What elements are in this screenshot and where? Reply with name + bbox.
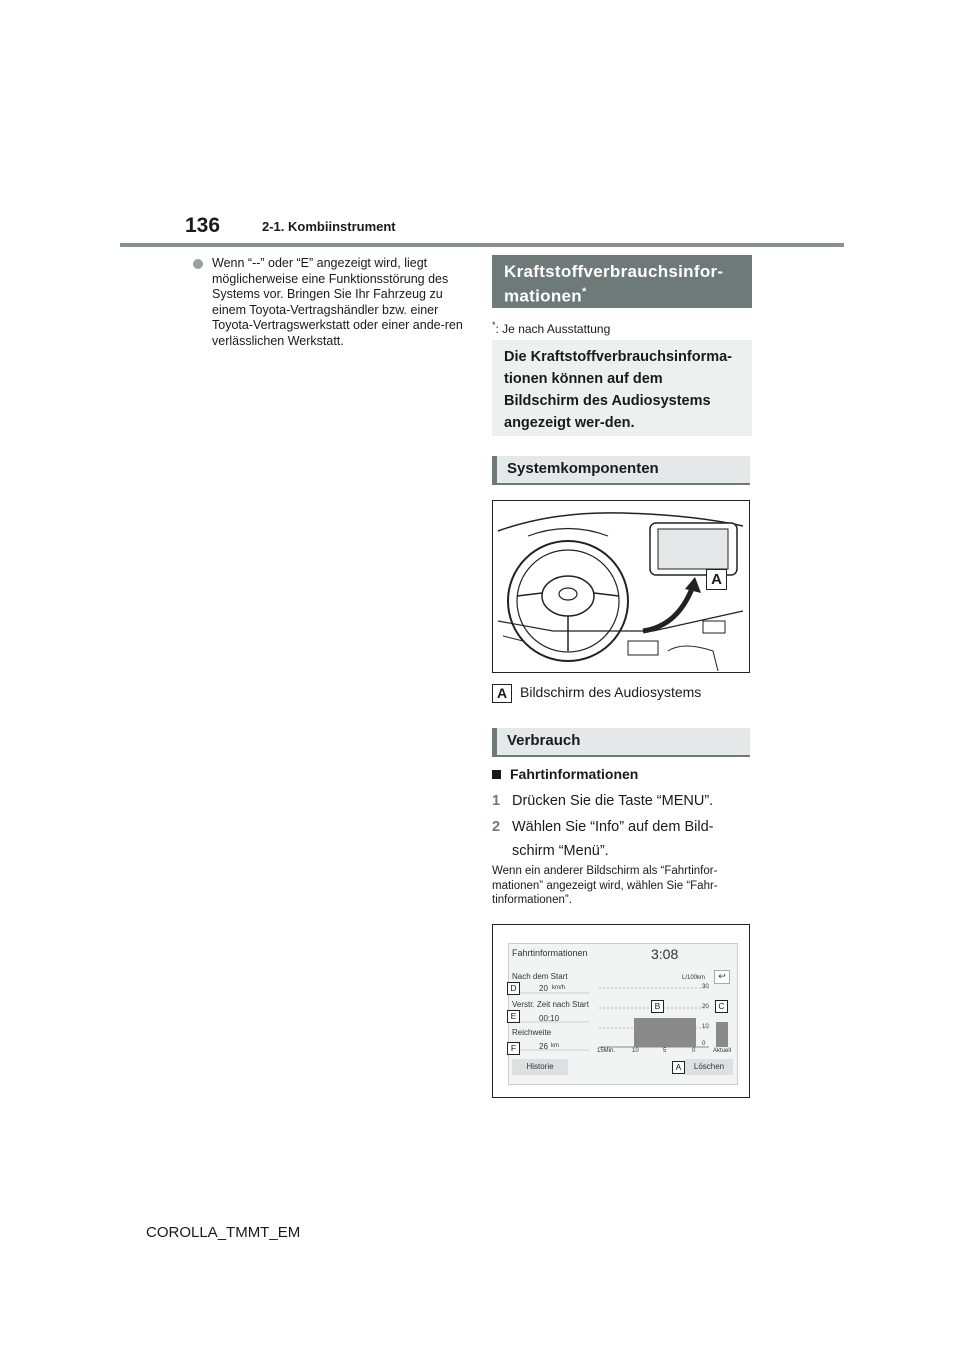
label-d: D xyxy=(507,982,520,995)
y-tick: 10 xyxy=(702,1024,709,1030)
row3-value: 26 xyxy=(539,1042,548,1051)
label-e: E xyxy=(507,1010,520,1023)
footnote-text: : Je nach Ausstattung xyxy=(495,322,611,336)
row2-label: Verstr. Zeit nach Start xyxy=(512,1000,589,1009)
delete-button[interactable]: Löschen xyxy=(685,1059,733,1075)
page-number: 136 xyxy=(185,214,221,237)
footer-code: COROLLA_TMMT_EM xyxy=(146,1224,301,1241)
intro-box: Die Kraftstoffverbrauchsinforma-tionen können auf dem Bildschirm des Audiosystems angezeigt wer-den. xyxy=(492,340,752,436)
history-button[interactable]: Historie xyxy=(512,1059,568,1075)
row1-label: Nach dem Start xyxy=(512,972,568,981)
caption-label: A xyxy=(492,684,512,703)
caption-text: Bildschirm des Audiosystems xyxy=(520,684,702,701)
row3-label: Reichweite xyxy=(512,1028,552,1037)
x-tick: Aktuell xyxy=(713,1048,732,1054)
step-text: Drücken Sie die Taste “MENU”. xyxy=(512,793,714,809)
step-2 xyxy=(492,815,732,863)
header-rule xyxy=(120,243,844,247)
dashboard-figure xyxy=(492,500,750,673)
main-heading-mark: * xyxy=(581,286,587,298)
callout-a: A xyxy=(706,569,727,590)
bullet-icon xyxy=(193,259,203,269)
y-tick: 20 xyxy=(702,1004,709,1010)
figure-caption xyxy=(492,684,701,703)
row2-value: 00:10 xyxy=(539,1014,560,1023)
y-tick: 0 xyxy=(702,1041,706,1047)
warning-note xyxy=(212,256,474,349)
section-title: 2-1. Kombiinstrument xyxy=(262,219,396,234)
label-b: B xyxy=(651,1000,664,1013)
y-tick: 30 xyxy=(702,984,709,990)
warning-note-text: Wenn “--” oder “E” angezeigt wird, liegt möglicherweise eine Funktionsstörung des Systems vor. Bringen Sie Ihr Fahrzeug zu einem Toyota-Vertragshändler bzw. einer Toyota-Vertragswerkstatt oder einer ande-ren verlässlichen Werkstatt. xyxy=(212,256,463,348)
screen-time: 3:08 xyxy=(651,946,679,962)
heading-consumption: Verbrauch xyxy=(492,728,750,757)
label-f: F xyxy=(507,1042,520,1055)
footnote xyxy=(492,320,610,336)
screen-title: Fahrtinformationen xyxy=(512,948,588,958)
label-c: C xyxy=(715,1000,728,1013)
subheading-text: Fahrtinformationen xyxy=(510,766,639,782)
subheading xyxy=(492,766,638,782)
heading-components: Systemkomponenten xyxy=(492,456,750,485)
trip-info-figure xyxy=(492,924,750,1098)
row3-unit: km xyxy=(551,1043,559,1049)
square-bullet-icon xyxy=(492,770,501,779)
row1-value: 20 xyxy=(539,984,548,993)
info-paragraph: Wenn ein anderer Bildschirm als “Fahrtinfor-mationen” angezeigt wird, wählen Sie “Fahr-tinformationen”. xyxy=(492,865,718,906)
back-button[interactable]: ↩ xyxy=(714,970,730,984)
main-heading-line2: mationen xyxy=(504,286,582,306)
x-tick: 0 xyxy=(692,1048,696,1054)
step-text: Wählen Sie “Info” auf dem Bild-schirm “Menü”. xyxy=(512,819,714,859)
main-heading-line1: Kraftstoffverbrauchsinfor- xyxy=(504,262,724,281)
main-heading xyxy=(492,255,752,308)
trip-info-screen xyxy=(508,943,738,1085)
x-tick: 5 xyxy=(663,1048,667,1054)
unit-label: L/100km xyxy=(682,975,706,981)
row1-unit: km/h xyxy=(552,985,566,991)
step-1 xyxy=(492,789,732,813)
step-number: 1 xyxy=(492,793,501,809)
step-number: 2 xyxy=(492,819,501,835)
x-tick: 10 xyxy=(632,1048,639,1054)
label-a: A xyxy=(672,1061,685,1074)
footnote-mark: * xyxy=(492,320,496,330)
x-tick: 15Min. xyxy=(597,1048,616,1054)
